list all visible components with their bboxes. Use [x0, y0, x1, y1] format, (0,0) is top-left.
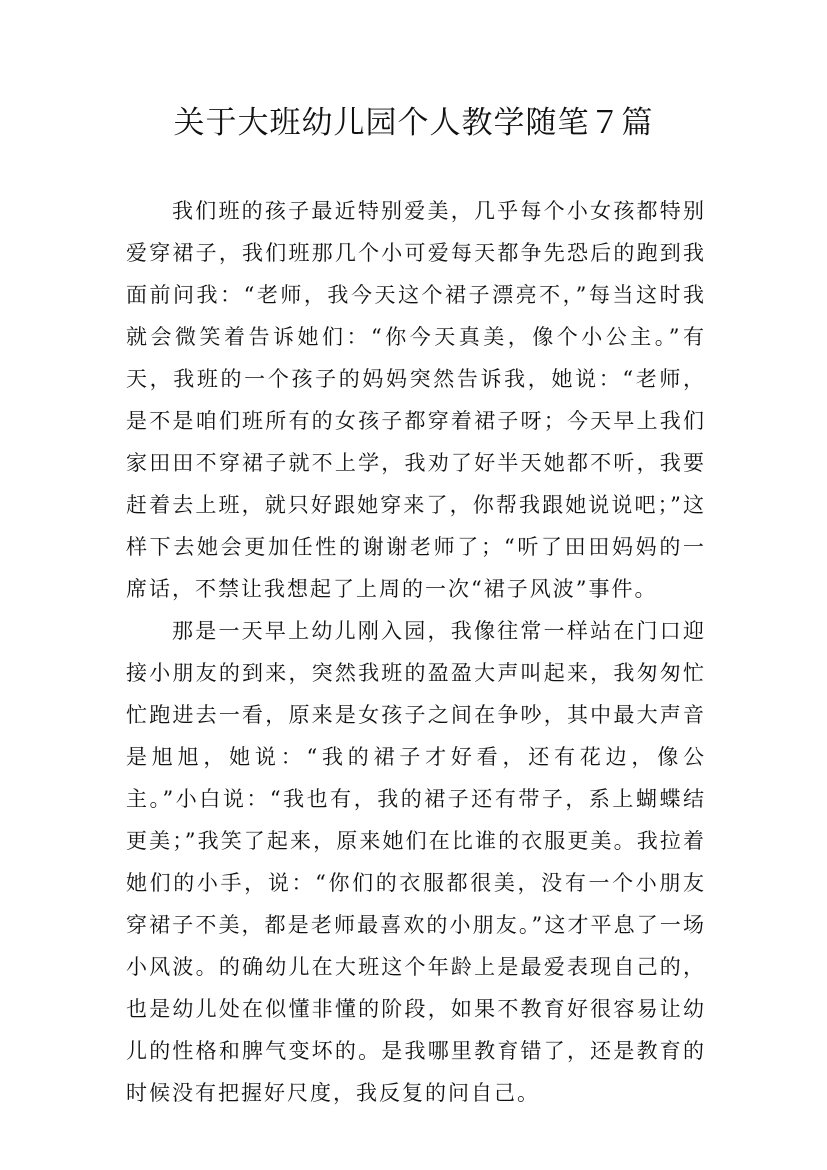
paragraph-2: 那是一天早上幼儿刚入园，我像往常一样站在门口迎接小朋友的到来，突然我班的盈盈大声叫起来，我匆匆忙忙跑进去一看，原来是女孩子之间在争吵，其中最大声音是旭旭，她说：“我的裙子才好看，还有花边，像公主。”小白说：“我也有，我的裙子还有带子，系上蝴蝶结更美；”我笑了起来，原来她们在比谁的衣服更美。我拉着她们的小手，说：“你们的衣服都很美，没有一个小朋友穿裙子不美，都是老师最喜欢的小朋友。”这才平息了一场小风波。的确幼儿在大班这个年龄上是最爱表现自己的，也是幼儿处在似懂非懂的阶段，如果不教育好很容易让幼儿的性格和脾气变坏的。是我哪里教育错了，还是教育的时候没有把握好尺度，我反复的问自己。 — [126, 619, 706, 1105]
paragraph-1: 我们班的孩子最近特别爱美，几乎每个小女孩都特别爱穿裙子，我们班那几个小可爱每天都争先恐后的跑到我面前问我：“老师，我今天这个裙子漂亮不，”每当这时我就会微笑着告诉她们：“你今天真美，像个小公主。”有天，我班的一个孩子的妈妈突然告诉我，她说：“老师，是不是咱们班所有的女孩子都穿着裙子呀；今天早上我们家田田不穿裙子就不上学，我劝了好半天她都不听，我要赶着去上班，就只好跟她穿来了，你帮我跟她说说吧；”这样下去她会更加任性的谢谢老师了；“听了田田妈妈的一席话，不禁让我想起了上周的一次“裙子风波”事件。 — [126, 199, 706, 601]
document-body — [126, 190, 706, 1114]
document-title: 关于大班幼儿园个人教学随笔７篇 — [173, 105, 654, 141]
